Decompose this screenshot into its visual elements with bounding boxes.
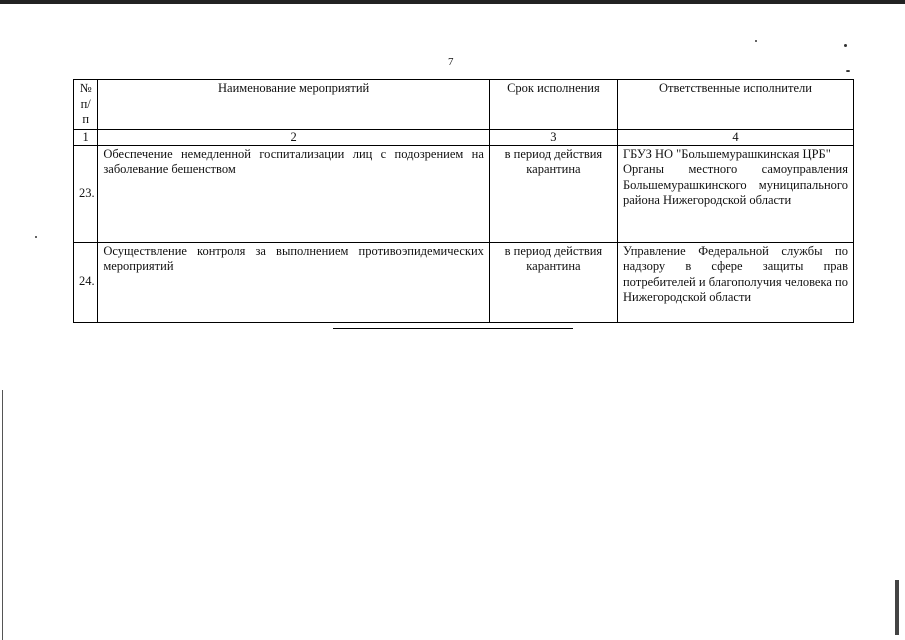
column-number: 2 [98,129,490,145]
header-responsible: Ответственные исполнители [617,80,853,130]
header-number: № п/п [74,80,98,130]
top-scan-border [0,0,905,4]
responsible-line: Управление Федеральной службы по надзору в сфере защиты прав потребителей и благополучия человека по Нижегородской области [622,243,848,304]
column-number: 4 [617,129,853,145]
row-number: 23. [74,145,98,242]
scan-speck [35,236,37,238]
scan-speck [844,44,847,47]
table-row [74,242,854,322]
right-scan-noise [895,580,899,635]
deadline-cell: в период действия карантина [489,242,617,322]
left-scan-edge [2,390,3,640]
plan-table [73,79,854,323]
column-number-row [74,129,854,145]
column-number: 3 [489,129,617,145]
responsible-line: ГБУЗ НО "Большемурашкинская ЦРБ" [622,146,831,161]
table-row [74,145,854,242]
column-number: 1 [74,129,98,145]
responsible-line: Органы местного самоуправления Большемурашкинского муниципального района Нижегородской области [622,162,848,207]
scan-speck [755,40,757,42]
table-header-row [74,80,854,130]
responsible-cell [617,145,853,242]
responsible-cell [617,242,853,322]
deadline-cell: в период действия карантина [489,145,617,242]
action-cell: Обеспечение немедленной госпитализации лиц с подозрением на заболевание бешенством [98,145,490,242]
page-number: 7 [448,56,454,68]
action-cell: Осуществление контроля за выполнением противоэпидемических мероприятий [98,242,490,322]
closing-rule [333,328,573,329]
header-action: Наименование мероприятий [98,80,490,130]
header-deadline: Срок исполнения [489,80,617,130]
scan-speck [846,70,850,72]
row-number: 24. [74,242,98,322]
